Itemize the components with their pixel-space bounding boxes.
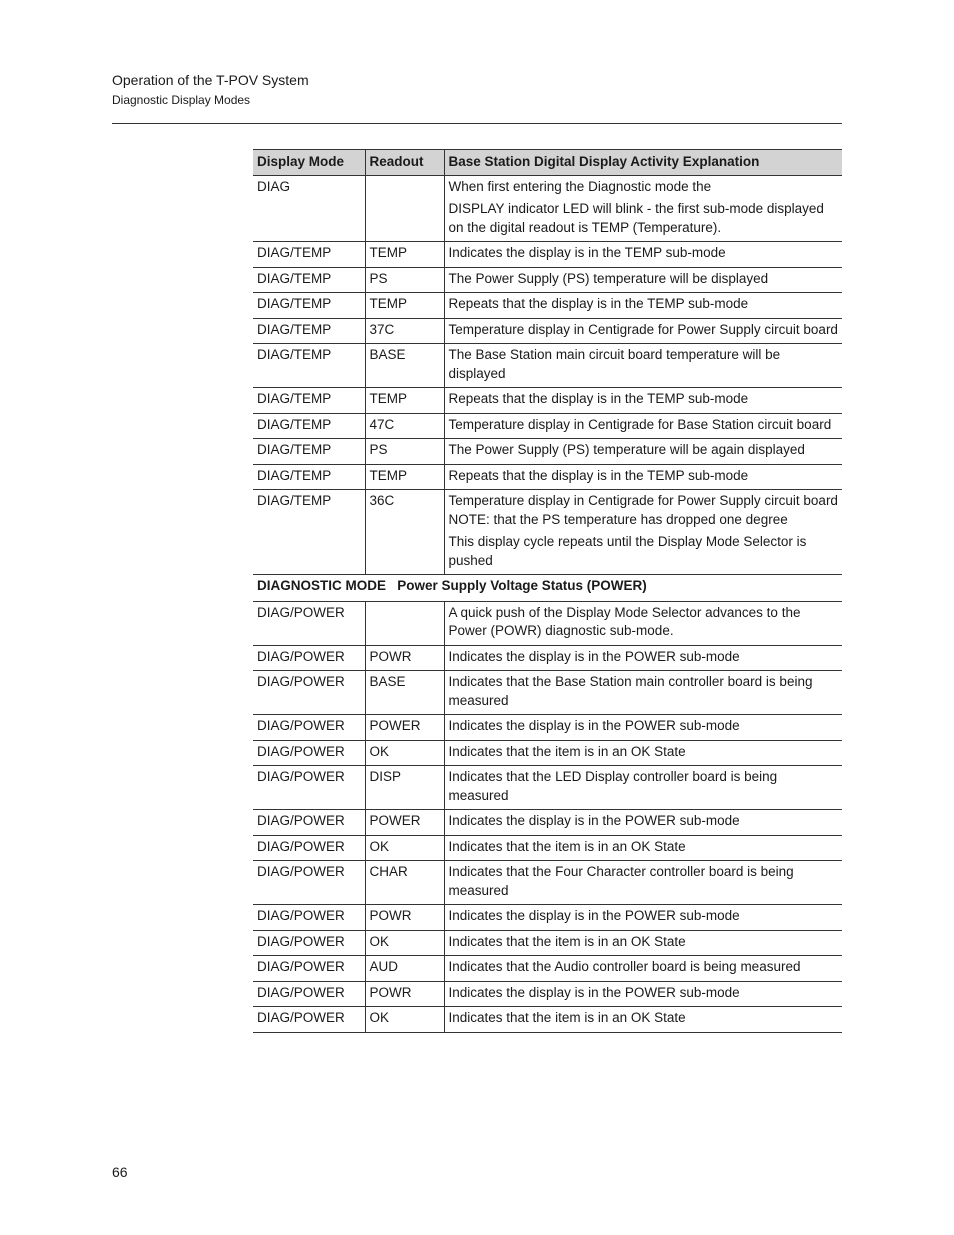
table-row [253, 1007, 842, 1033]
explanation-cell [444, 766, 842, 810]
readout-cell: 47C [365, 413, 444, 439]
display-mode-cell: DIAG/POWER [253, 1007, 365, 1033]
display-mode-cell: DIAG/POWER [253, 671, 365, 715]
table-row [253, 715, 842, 741]
diagnostic-modes-table [253, 149, 842, 1033]
readout-cell: OK [365, 1007, 444, 1033]
readout-cell: POWR [365, 981, 444, 1007]
table-row [253, 293, 842, 319]
explanation-text: Indicates the display is in the POWER sub-mode [448, 718, 740, 733]
display-mode-cell: DIAG/POWER [253, 645, 365, 671]
readout-cell: OK [365, 740, 444, 766]
section-heading-power: DIAGNOSTIC MODE Power Supply Voltage Status (POWER) [253, 575, 842, 602]
explanation-text: This display cycle repeats until the Display Mode Selector is pushed [448, 534, 807, 568]
display-mode-cell: DIAG/POWER [253, 861, 365, 905]
display-mode-cell: DIAG/POWER [253, 715, 365, 741]
explanation-text: Indicates the display is in the POWER sub-mode [448, 813, 740, 828]
readout-cell: BASE [365, 671, 444, 715]
display-mode-cell: DIAG/POWER [253, 930, 365, 956]
explanation-cell [444, 267, 842, 293]
explanation-cell [444, 175, 842, 242]
explanation-text: Repeats that the display is in the TEMP sub-mode [448, 467, 749, 483]
explanation-cell [444, 930, 842, 956]
table-row [253, 930, 842, 956]
table-row [253, 766, 842, 810]
table-row [253, 835, 842, 861]
column-header-readout: Readout [365, 150, 444, 176]
display-mode-cell: DIAG/TEMP [253, 242, 365, 268]
table-row [253, 981, 842, 1007]
readout-cell: POWR [365, 905, 444, 931]
explanation-cell [444, 715, 842, 741]
display-mode-cell: DIAG/TEMP [253, 464, 365, 490]
readout-cell [365, 601, 444, 645]
explanation-cell [444, 1007, 842, 1033]
table-row [253, 740, 842, 766]
table-row [253, 175, 842, 242]
explanation-text: Temperature display in Centigrade for Power Supply circuit board NOTE: that the PS temperature has dropped one degree [448, 493, 838, 527]
display-mode-cell: DIAG/TEMP [253, 293, 365, 319]
temp-rows [253, 175, 842, 575]
explanation-text: Indicates that the item is in an OK State [448, 1010, 686, 1025]
display-mode-cell: DIAG/POWER [253, 835, 365, 861]
readout-cell: 36C [365, 490, 444, 575]
explanation-text: Indicates that the item is in an OK State [448, 933, 686, 949]
explanation-cell [444, 740, 842, 766]
readout-cell: TEMP [365, 464, 444, 490]
explanation-cell [444, 861, 842, 905]
display-mode-cell: DIAG/POWER [253, 981, 365, 1007]
display-mode-cell: DIAG/TEMP [253, 490, 365, 575]
table-row [253, 413, 842, 439]
power-rows [253, 601, 842, 1032]
explanation-cell [444, 810, 842, 836]
explanation-cell [444, 242, 842, 268]
explanation-cell [444, 293, 842, 319]
display-mode-cell: DIAG/POWER [253, 766, 365, 810]
explanation-text: When first entering the Diagnostic mode the [448, 178, 712, 194]
readout-cell: POWER [365, 810, 444, 836]
display-mode-cell: DIAG/POWER [253, 810, 365, 836]
explanation-cell [444, 344, 842, 388]
explanation-cell [444, 439, 842, 465]
table-row [253, 956, 842, 982]
readout-cell: OK [365, 930, 444, 956]
readout-cell: TEMP [365, 293, 444, 319]
explanation-cell [444, 464, 842, 490]
explanation-text: Indicates the display is in the POWER sub-mode [448, 648, 740, 664]
explanation-cell [444, 413, 842, 439]
section-heading-row [253, 575, 842, 602]
explanation-cell [444, 388, 842, 414]
readout-cell: TEMP [365, 242, 444, 268]
explanation-text: The Base Station main circuit board temperature will be displayed [448, 347, 781, 381]
explanation-cell [444, 956, 842, 982]
table-row [253, 861, 842, 905]
explanation-cell [444, 905, 842, 931]
explanation-text: The Power Supply (PS) temperature will be again displayed [448, 442, 805, 457]
explanation-text: Indicates that the item is in an OK State [448, 838, 686, 854]
table-row [253, 464, 842, 490]
explanation-text: Indicates the display is in the POWER sub-mode [448, 984, 740, 1000]
readout-cell: CHAR [365, 861, 444, 905]
explanation-cell [444, 318, 842, 344]
display-mode-cell: DIAG/TEMP [253, 413, 365, 439]
display-mode-cell: DIAG [253, 175, 365, 242]
display-mode-cell: DIAG/POWER [253, 905, 365, 931]
readout-cell: OK [365, 835, 444, 861]
table-row [253, 439, 842, 465]
display-mode-cell: DIAG/TEMP [253, 388, 365, 414]
readout-cell: TEMP [365, 388, 444, 414]
table-header-row [253, 150, 842, 176]
explanation-text: Temperature display in Centigrade for Power Supply circuit board [448, 321, 838, 337]
explanation-text: Repeats that the display is in the TEMP sub-mode [448, 296, 749, 311]
display-mode-cell: DIAG/TEMP [253, 439, 365, 465]
readout-cell: 37C [365, 318, 444, 344]
table-row [253, 601, 842, 645]
table-row [253, 267, 842, 293]
table-row [253, 645, 842, 671]
page-number: 66 [112, 1164, 128, 1180]
table-row [253, 490, 842, 575]
table-row [253, 242, 842, 268]
column-header-explanation: Base Station Digital Display Activity Explanation [444, 150, 842, 176]
readout-cell: PS [365, 439, 444, 465]
readout-cell: DISP [365, 766, 444, 810]
display-mode-cell: DIAG/POWER [253, 956, 365, 982]
readout-cell [365, 175, 444, 242]
explanation-text: Indicates that the item is in an OK State [448, 743, 686, 759]
readout-cell: BASE [365, 344, 444, 388]
explanation-text: Repeats that the display is in the TEMP sub-mode [448, 391, 749, 406]
explanation-text: Indicates that the LED Display controller board is being measured [448, 769, 778, 803]
display-mode-cell: DIAG/TEMP [253, 344, 365, 388]
explanation-text: Temperature display in Centigrade for Base Station circuit board [448, 416, 832, 432]
display-mode-cell: DIAG/TEMP [253, 318, 365, 344]
readout-cell: POWR [365, 645, 444, 671]
table-row [253, 905, 842, 931]
header-divider [112, 123, 842, 124]
readout-cell: AUD [365, 956, 444, 982]
explanation-text: Indicates the display is in the POWER sub-mode [448, 908, 740, 923]
explanation-text: DISPLAY indicator LED will blink - the first sub-mode displayed on the digital readout is TEMP (Temperature). [448, 201, 824, 235]
explanation-cell [444, 601, 842, 645]
table-row [253, 318, 842, 344]
display-mode-cell: DIAG/POWER [253, 601, 365, 645]
readout-cell: PS [365, 267, 444, 293]
display-mode-cell: DIAG/POWER [253, 740, 365, 766]
explanation-text: Indicates that the Four Character controller board is being measured [448, 864, 794, 898]
running-header-subtitle: Diagnostic Display Modes [112, 93, 251, 107]
display-mode-cell: DIAG/TEMP [253, 267, 365, 293]
explanation-text: A quick push of the Display Mode Selector advances to the Power (POWR) diagnostic sub-mode. [448, 604, 801, 638]
table-row [253, 810, 842, 836]
running-header-title: Operation of the T-POV System [112, 72, 309, 88]
explanation-cell [444, 490, 842, 575]
explanation-cell [444, 645, 842, 671]
explanation-cell [444, 981, 842, 1007]
explanation-cell [444, 835, 842, 861]
readout-cell: POWER [365, 715, 444, 741]
explanation-text: Indicates that the Base Station main controller board is being measured [448, 674, 813, 708]
explanation-text: The Power Supply (PS) temperature will be displayed [448, 270, 769, 286]
explanation-text: Indicates that the Audio controller board is being measured [448, 959, 801, 974]
explanation-text: Indicates the display is in the TEMP sub-mode [448, 245, 726, 260]
table-row [253, 388, 842, 414]
table-row [253, 671, 842, 715]
column-header-display-mode: Display Mode [253, 150, 365, 176]
table-row [253, 344, 842, 388]
explanation-cell [444, 671, 842, 715]
